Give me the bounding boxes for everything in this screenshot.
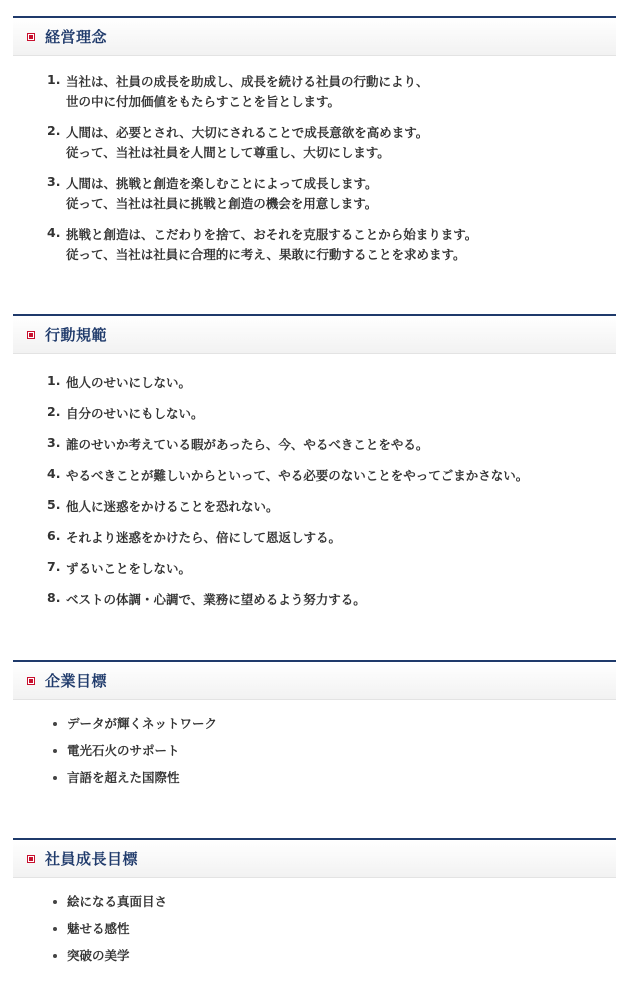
section-header bbox=[13, 838, 616, 878]
list-number: 7. bbox=[47, 559, 61, 574]
list-item-text: 従って、当社は社員を人間として尊重し、大切にします。 bbox=[66, 145, 390, 160]
list-item-text: 誰のせいか考えている暇があったら、今、やるべきことをやる。 bbox=[66, 437, 429, 452]
list-item bbox=[13, 174, 626, 212]
section-code-of-conduct bbox=[13, 314, 616, 607]
list-item-text: やるべきことが難しいからといって、やる必要のないことをやってごまかさない。 bbox=[66, 468, 529, 483]
list-item-text: 従って、当社は社員に挑戦と創造の機会を用意します。 bbox=[66, 196, 378, 211]
section-title: 経営理念 bbox=[45, 28, 108, 46]
list-number: 5. bbox=[47, 497, 61, 512]
list-item-text: ずるいことをしない。 bbox=[66, 561, 192, 576]
list-item-text: 人間は、必要とされ、大切にされることで成長意欲を高めます。 bbox=[66, 125, 429, 140]
list-number: 2. bbox=[47, 404, 61, 419]
list-item-text: 他人に迷惑をかけることを恐れない。 bbox=[66, 499, 279, 514]
list-item bbox=[13, 466, 626, 484]
section-employee-growth-goals bbox=[13, 838, 616, 973]
bullet-dot-icon bbox=[53, 722, 57, 726]
list-item bbox=[13, 892, 616, 919]
section-header bbox=[13, 660, 616, 700]
list-item-text: それより迷惑をかけたら、倍にして恩返しする。 bbox=[66, 530, 342, 545]
list-item bbox=[13, 768, 616, 795]
list-item bbox=[13, 497, 626, 515]
list-number: 1. bbox=[47, 72, 61, 87]
list-item-text: データが輝くネットワーク bbox=[67, 716, 218, 731]
employee-growth-list bbox=[13, 892, 616, 973]
section-header bbox=[13, 314, 616, 354]
list-number: 2. bbox=[47, 123, 61, 138]
section-header bbox=[13, 16, 616, 56]
list-item bbox=[13, 435, 626, 453]
list-number: 1. bbox=[47, 373, 61, 388]
list-item bbox=[13, 919, 616, 946]
bullet-dot-icon bbox=[53, 927, 57, 931]
list-item-text: 従って、当社は社員に合理的に考え、果敢に行動することを求めます。 bbox=[66, 247, 466, 262]
list-item-text: 突破の美学 bbox=[67, 948, 130, 963]
section-title: 行動規範 bbox=[45, 326, 108, 344]
list-item bbox=[13, 946, 616, 973]
list-item bbox=[13, 528, 626, 546]
list-item bbox=[13, 590, 626, 608]
list-number: 3. bbox=[47, 435, 61, 450]
list-item-text: 魅せる感性 bbox=[67, 921, 130, 936]
list-item-text: 当社は、社員の成長を助成し、成長を続ける社員の行動により、 bbox=[66, 74, 429, 89]
list-item bbox=[13, 123, 626, 161]
square-bullet-icon bbox=[27, 33, 35, 41]
list-item-text: 電光石火のサポート bbox=[67, 743, 180, 758]
list-item bbox=[13, 714, 616, 741]
list-item-text: 絵になる真面目さ bbox=[67, 894, 168, 909]
section-title: 企業目標 bbox=[45, 672, 108, 690]
bullet-dot-icon bbox=[53, 900, 57, 904]
list-item-text: 人間は、挑戦と創造を楽しむことによって成長します。 bbox=[66, 176, 378, 191]
list-item bbox=[13, 404, 626, 422]
list-number: 4. bbox=[47, 225, 61, 240]
list-number: 3. bbox=[47, 174, 61, 189]
list-number: 4. bbox=[47, 466, 61, 481]
section-corporate-goals bbox=[13, 660, 616, 795]
list-item bbox=[13, 373, 626, 391]
list-item-text: ベストの体調・心調で、業務に望めるよう努力する。 bbox=[66, 592, 366, 607]
square-bullet-icon bbox=[27, 331, 35, 339]
list-item-text: 挑戦と創造は、こだわりを捨て、おそれを克服することから始まります。 bbox=[66, 227, 478, 242]
list-item bbox=[13, 559, 626, 577]
bullet-dot-icon bbox=[53, 749, 57, 753]
bullet-dot-icon bbox=[53, 776, 57, 780]
list-item bbox=[13, 72, 626, 110]
list-item bbox=[13, 741, 616, 768]
square-bullet-icon bbox=[27, 677, 35, 685]
square-bullet-icon bbox=[27, 855, 35, 863]
list-number: 6. bbox=[47, 528, 61, 543]
section-management-philosophy bbox=[13, 16, 616, 262]
corporate-goals-list bbox=[13, 714, 616, 795]
list-number: 8. bbox=[47, 590, 61, 605]
list-item bbox=[13, 225, 626, 263]
list-item-text: 他人のせいにしない。 bbox=[66, 375, 192, 390]
section-title: 社員成長目標 bbox=[45, 850, 139, 868]
list-item-text: 世の中に付加価値をもたらすことを旨とします。 bbox=[66, 94, 341, 109]
list-item-text: 自分のせいにもしない。 bbox=[66, 406, 204, 421]
list-item-text: 言語を超えた国際性 bbox=[67, 770, 180, 785]
bullet-dot-icon bbox=[53, 954, 57, 958]
